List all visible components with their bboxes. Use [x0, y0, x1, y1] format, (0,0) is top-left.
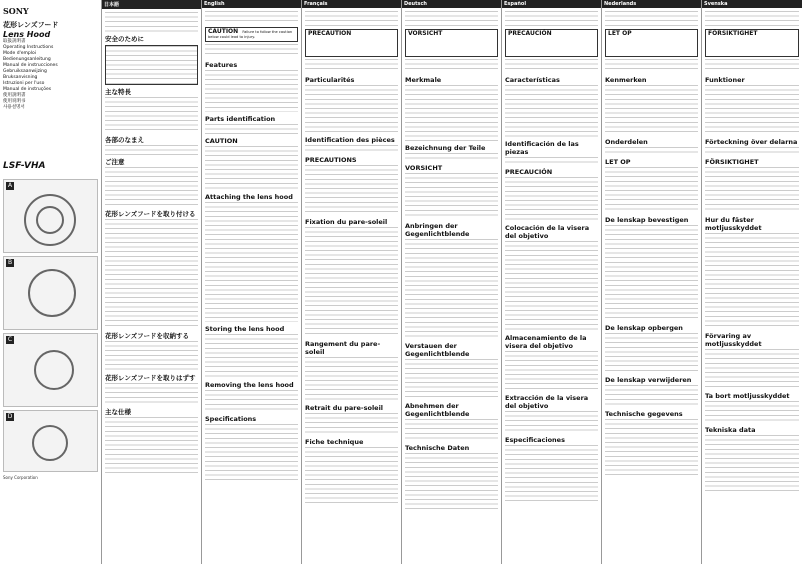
- manual-line: 使用說明書: [3, 93, 26, 98]
- section-heading: Particularités: [305, 76, 355, 84]
- caution-label: PRECAUCIÓN: [508, 30, 552, 37]
- caution-box: [605, 29, 698, 57]
- body-text: [105, 341, 198, 371]
- section-heading: 主な特長: [105, 88, 131, 96]
- body-text: [505, 351, 598, 391]
- hood-attach-illustration: [28, 269, 76, 317]
- body-text: [205, 146, 298, 190]
- manual-line: Manual de instruções: [3, 87, 52, 92]
- body-text: [205, 202, 298, 322]
- body-text: [305, 145, 398, 153]
- section-heading: Storing the lens hood: [205, 325, 285, 334]
- section-heading: Kenmerken: [605, 76, 647, 84]
- body-text: [205, 424, 298, 484]
- language-header: Nederlands: [602, 0, 701, 8]
- section-heading: Funktioner: [705, 76, 745, 84]
- body-text: [605, 167, 698, 213]
- intro-text: [205, 11, 298, 25]
- section-heading: CAUTION: [205, 137, 238, 146]
- section-heading: Identification des pièces: [305, 136, 395, 144]
- figure-tag: A: [7, 182, 13, 189]
- body-text: [405, 453, 498, 513]
- language-header: English: [202, 0, 301, 8]
- intro-text: [105, 12, 198, 32]
- section-heading: Attaching the lens hood: [205, 193, 293, 202]
- body-text: [505, 411, 598, 433]
- body-text: [405, 239, 498, 339]
- body-text: [605, 419, 698, 479]
- body-text: [505, 241, 598, 331]
- body-text: [705, 435, 799, 495]
- body-text: [105, 145, 198, 155]
- language-header: 日本語: [102, 0, 201, 9]
- language-header: Svenska: [702, 0, 802, 8]
- section-heading: De lenskap opbergen: [605, 324, 683, 332]
- manual-line: Operating Instructions: [3, 45, 54, 50]
- french-column: [301, 0, 401, 564]
- swedish-column: [701, 0, 802, 564]
- body-text: [705, 167, 799, 213]
- section-heading: 各部のなまえ: [105, 136, 144, 144]
- manual-line: Gebruiksaanwijzing: [3, 69, 47, 74]
- body-text: [205, 44, 298, 58]
- section-heading: Anbringen der Gegenlichtblende: [405, 222, 470, 238]
- body-text: [605, 225, 698, 321]
- manual-line: Bruksanvisning: [3, 75, 38, 80]
- caution-box: [205, 27, 298, 42]
- title-japanese: 花形レンズフード: [3, 21, 59, 29]
- section-heading: PRECAUCIÓN: [505, 168, 553, 176]
- intro-text: [505, 11, 598, 27]
- manual-line: 사용설명서: [3, 105, 25, 110]
- section-heading: Características: [505, 76, 560, 84]
- section-heading: Identificación de las piezas: [505, 140, 579, 156]
- body-text: [705, 349, 799, 389]
- section-heading: Verstauen der Gegenlichtblende: [405, 342, 470, 358]
- section-heading: Tekniska data: [705, 426, 756, 434]
- caution-label: CAUTION: [208, 28, 239, 35]
- manual-line: Istruzioni per l'uso: [3, 81, 45, 86]
- language-header: Deutsch: [402, 0, 501, 8]
- section-heading: Removing the lens hood: [205, 381, 294, 390]
- section-heading: 花形レンズフードを取りはずす: [105, 374, 196, 382]
- section-heading: Rangement du pare-soleil: [305, 340, 381, 356]
- section-heading: VORSICHT: [405, 164, 443, 172]
- figure-a: [3, 179, 98, 253]
- figure-tag: B: [7, 259, 13, 266]
- body-text: [405, 419, 498, 441]
- section-heading: Hur du fäster motljusskyddet: [705, 216, 762, 232]
- spanish-column: [501, 0, 601, 564]
- section-heading: Abnehmen der Gegenlichtblende: [405, 402, 470, 418]
- figure-tag: D: [7, 413, 13, 420]
- section-heading: Almacenamiento de la visera del objetivo: [505, 334, 587, 350]
- body-text: [405, 153, 498, 161]
- caution-box: [405, 29, 498, 57]
- caution-box: [305, 29, 398, 57]
- body-text: [405, 85, 498, 141]
- body-text: [705, 147, 799, 155]
- manual-line: 使用说明书: [3, 99, 26, 104]
- section-heading: De lenskap verwijderen: [605, 376, 692, 384]
- manual-line: Manual de instrucciones: [3, 63, 58, 68]
- caution-text: Failure to follow the caution below could lead to injury.: [208, 30, 293, 39]
- language-header: Français: [302, 0, 401, 8]
- section-heading: PRECAUTIONS: [305, 156, 357, 164]
- body-text: [405, 359, 498, 399]
- body-text: [705, 401, 799, 423]
- body-text: [405, 173, 498, 219]
- hood-remove-illustration: [32, 425, 68, 461]
- caution-box: [505, 29, 598, 57]
- intro-text: [405, 11, 498, 27]
- caution-box: [705, 29, 799, 57]
- body-text: [305, 165, 398, 215]
- body-text: [605, 59, 698, 73]
- body-text: [205, 70, 298, 112]
- section-heading: Colocación de la visera del objetivo: [505, 224, 590, 240]
- body-text: [505, 445, 598, 505]
- section-heading: 花形レンズフードを取り付ける: [105, 210, 196, 218]
- japanese-column: [101, 0, 201, 564]
- section-heading: LET OP: [605, 158, 631, 166]
- body-text: [405, 59, 498, 73]
- caution-label: FÖRSIKTIGHET: [708, 30, 758, 37]
- body-text: [605, 85, 698, 135]
- body-text: [605, 147, 698, 155]
- body-text: [205, 390, 298, 412]
- english-column: [201, 0, 301, 564]
- body-text: [705, 85, 799, 135]
- section-heading: Förvaring av motljusskyddet: [705, 332, 762, 348]
- section-heading: 花形レンズフードを収納する: [105, 332, 189, 340]
- section-heading: Onderdelen: [605, 138, 648, 146]
- section-heading: Retrait du pare-soleil: [305, 404, 384, 412]
- hood-storage-illustration: [34, 350, 74, 390]
- body-text: [305, 85, 398, 133]
- caution-label: VORSICHT: [408, 30, 443, 37]
- intro-text: [305, 11, 398, 27]
- section-heading: Fiche technique: [305, 438, 364, 446]
- body-text: [205, 334, 298, 378]
- model-number: LSF-VHA: [3, 161, 46, 171]
- body-text: [105, 219, 198, 329]
- body-text: [205, 124, 298, 134]
- footer-company: Sony Corporation: [3, 475, 38, 480]
- section-heading: Parts identification: [205, 115, 276, 124]
- section-heading: Technische gegevens: [605, 410, 683, 418]
- body-text: [105, 417, 198, 477]
- body-text: [605, 333, 698, 373]
- section-heading: Features: [205, 61, 238, 70]
- lens-illustration: [36, 206, 64, 234]
- manual-line: 取扱説明書: [3, 39, 26, 44]
- body-text: [105, 383, 198, 405]
- manual-language-list: [3, 39, 98, 111]
- body-text: [505, 85, 598, 137]
- brand-logo: SONY: [3, 6, 29, 16]
- figure-c: [3, 333, 98, 407]
- safety-box: [105, 45, 198, 85]
- body-text: [305, 413, 398, 435]
- body-text: [705, 233, 799, 329]
- section-heading: Förteckning över delarna: [705, 138, 798, 146]
- body-text: [305, 227, 398, 337]
- body-text: [505, 59, 598, 73]
- section-heading: Merkmale: [405, 76, 442, 84]
- section-heading: De lenskap bevestigen: [605, 216, 689, 224]
- intro-text: [705, 11, 799, 27]
- caution-label: LET OP: [608, 30, 632, 37]
- body-text: [305, 59, 398, 73]
- section-heading: Bezeichnung der Teile: [405, 144, 486, 152]
- body-text: [605, 385, 698, 407]
- section-heading: Technische Daten: [405, 444, 470, 452]
- intro-text: [605, 11, 698, 27]
- manual-line: Mode d'emploi: [3, 51, 37, 56]
- section-heading: Especificaciones: [505, 436, 565, 444]
- body-text: [305, 357, 398, 401]
- section-heading: Specifications: [205, 415, 257, 424]
- figure-b: [3, 256, 98, 330]
- dutch-column: [601, 0, 701, 564]
- manual-line: Bedienungsanleitung: [3, 57, 51, 62]
- body-text: [105, 97, 198, 133]
- body-text: [705, 59, 799, 73]
- section-heading: 主な仕様: [105, 408, 131, 416]
- figure-tag: C: [7, 336, 13, 343]
- section-heading: ご注意: [105, 158, 125, 166]
- body-text: [505, 157, 598, 165]
- title-english: Lens Hood: [3, 30, 51, 39]
- section-heading: FÖRSIKTIGHET: [705, 158, 759, 166]
- cover-column: [0, 0, 101, 564]
- section-heading: Ta bort motljusskyddet: [705, 392, 790, 400]
- body-text: [105, 167, 198, 207]
- section-heading: 安全のために: [105, 35, 144, 43]
- figure-d: [3, 410, 98, 472]
- german-column: [401, 0, 501, 564]
- body-text: [505, 177, 598, 221]
- body-text: [305, 447, 398, 507]
- section-heading: Extracción de la visera del objetivo: [505, 394, 589, 410]
- section-heading: Fixation du pare-soleil: [305, 218, 388, 226]
- caution-label: PRECAUTION: [308, 30, 352, 37]
- language-header: Español: [502, 0, 601, 8]
